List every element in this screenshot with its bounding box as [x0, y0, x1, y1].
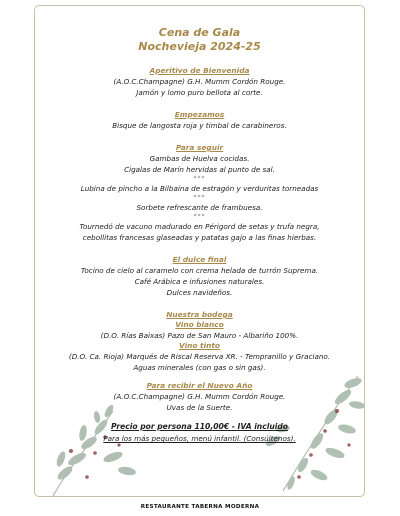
menu-line: (D.O. Ca. Rioja) Marqués de Riscal Reserva XR. - Tempranillo y Graciano. [68, 352, 331, 361]
menu-line: Gambas de Huelva cocidas. [149, 154, 250, 163]
menu-line: Tocino de cielo al caramelo con crema helada de turrón Suprema. [80, 266, 319, 275]
menu-line: cebollitas francesas glaseadas y patatas gajo a las finas hierbas. [82, 233, 317, 242]
menu-line: Café Arábica e infusiones naturales. [134, 277, 265, 286]
menu-line: Jamón y lomo puro bellota al corte. [136, 88, 263, 97]
section-heading-vino-blanco: Vino blanco [175, 320, 224, 329]
menu-line: (A.O.C.Champagne) G.H. Mumm Cordón Rouge. [113, 77, 286, 86]
menu-line: (A.O.C.Champagne) G.H. Mumm Cordón Rouge. [113, 392, 286, 401]
menu-line: Bisque de langosta roja y timbal de carabineros. [112, 121, 287, 130]
kids-menu-note: Para los más pequeños, menú infantil. (Consúltenos). [103, 434, 296, 443]
menu-subtitle: Nochevieja 2024-25 [138, 40, 261, 53]
section-heading-para-seguir: Para seguir [175, 143, 224, 152]
section-heading-dulce-final: El dulce final [172, 255, 227, 264]
menu-line: Aguas minerales (con gas o sin gas). [133, 363, 266, 372]
menu-line: Tournedó de vacuno madurado en Périgord de setas y trufa negra, [79, 222, 320, 231]
menu-line: Uvas de la Suerte. [166, 403, 233, 412]
menu-content [35, 6, 364, 444]
menu-line: (D.O. Rías Baixas) Pazo de San Mauro - Albariño 100%. [100, 331, 299, 340]
section-heading-aperitivo: Aperitivo de Bienvenida [149, 66, 250, 75]
section-heading-nuevo-ano: Para recibir el Nuevo Año [146, 381, 253, 390]
menu-line: Sorbete refrescante de frambuesa. [136, 203, 263, 212]
section-heading-empezamos: Empezamos [174, 110, 225, 119]
menu-frame [34, 5, 365, 497]
menu-title: Cena de Gala [158, 26, 241, 39]
section-heading-vino-tinto: Vino tinto [179, 341, 220, 350]
separator: *** [193, 213, 206, 220]
menu-line: Lubina de pincho a la Bilbaína de estragón y verduritas torneadas [80, 184, 319, 193]
menu-line: Dulces navideños. [166, 288, 233, 297]
price-line: Precio por persona 110,00€ - IVA incluido [111, 422, 288, 431]
restaurant-footer: RESTAURANTE TABERNA MODERNA [140, 504, 260, 510]
separator: *** [193, 175, 206, 182]
section-heading-bodega: Nuestra bodega [166, 310, 233, 319]
menu-line: Cigalas de Marín hervidas al punto de sal. [124, 165, 275, 174]
separator: *** [193, 194, 206, 201]
